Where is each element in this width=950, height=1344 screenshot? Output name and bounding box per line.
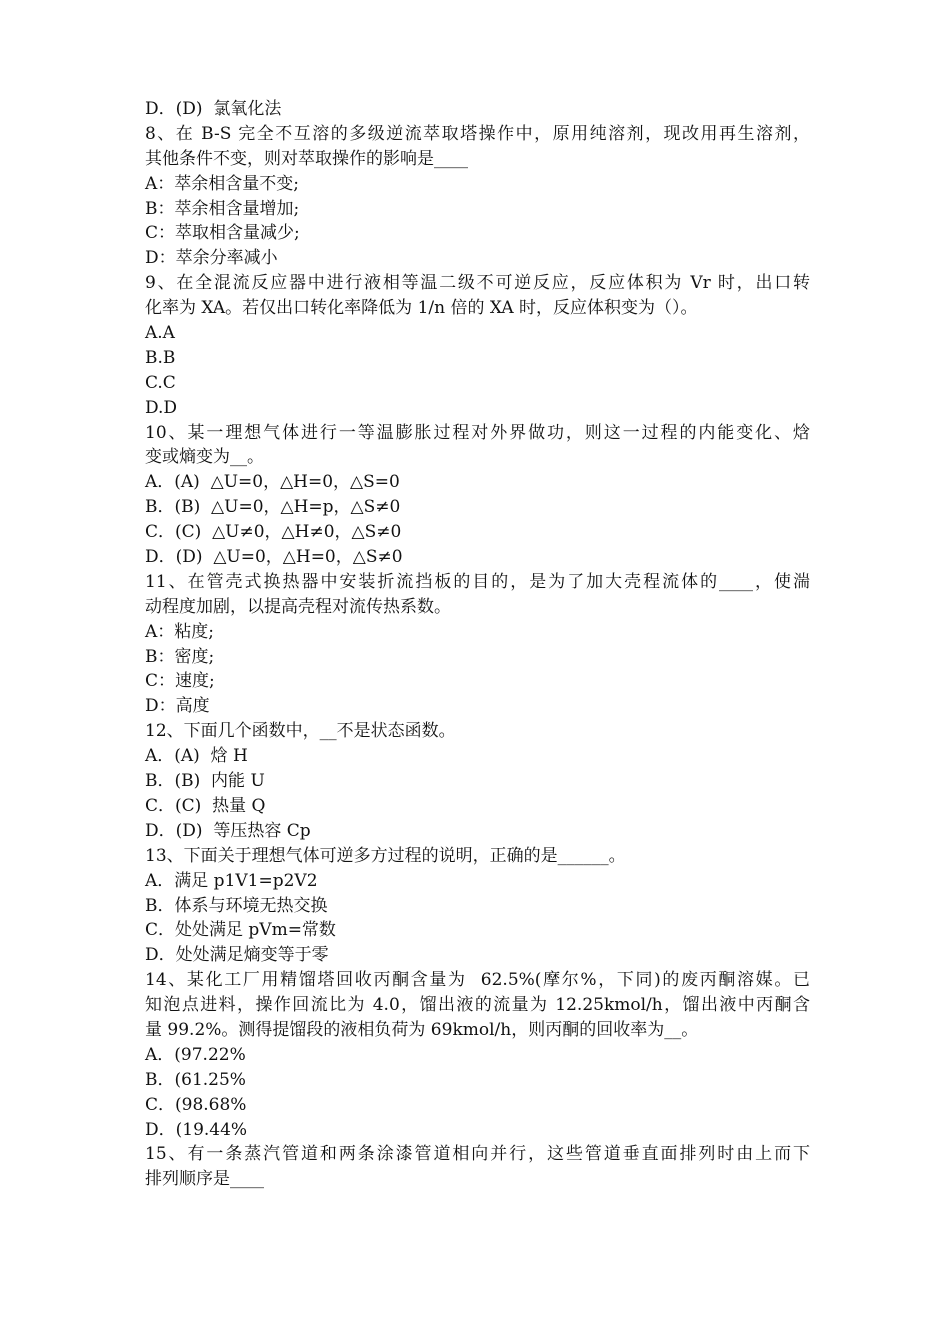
question-10-line-2: 变或熵变为__。 [145,447,264,468]
question-14-line-3: 量 99.2%。测得提馏段的液相负荷为 69kmol/h，则丙酮的回收率为__。 [145,1019,699,1040]
option-b-q11: B：密度; [145,646,215,667]
option-b-q8: B：萃余相含量增加; [145,198,300,219]
option-a-q13: A．满足 p1V1=p2V2 [145,870,318,891]
option-c-q11: C：速度; [145,671,215,692]
option-b-q13: B．体系与环境无热交换 [145,895,328,916]
option-b-q10: B．(B) △U=0，△H=p，△S≠0 [145,497,401,518]
option-a-q11: A：粘度; [145,621,215,642]
document-text [145,97,810,1192]
option-d-q7: D．(D) 氯氧化法 [145,99,282,119]
question-9-line-1: 9、在全混流反应器中进行液相等温二级不可逆反应，反应体积为 Vr 时，出口转 [145,273,810,294]
option-a-q14: A．(97.22% [145,1044,246,1065]
option-a-q9: A.A [145,323,175,344]
question-13: 13、下面关于理想气体可逆多方过程的说明，正确的是______。 [145,845,626,866]
question-15-line-1: 15、有一条蒸汽管道和两条涂漆管道相向并行，这些管道垂直面排列时由上而下 [145,1144,810,1165]
option-d-q11: D：高度 [145,696,210,717]
question-14-line-1: 14、某化工厂用精馏塔回收丙酮含量为 62.5%(摩尔%，下同)的废丙酮溶媒。已 [145,970,810,991]
question-11-line-1: 11、在管壳式换热器中安装折流挡板的目的，是为了加大壳程流体的____，使湍 [145,571,810,592]
option-a-q10: A．(A) △U=0，△H=0，△S=0 [145,472,400,493]
option-b-q14: B．(61.25% [145,1069,246,1090]
option-c-q9: C.C [145,372,176,393]
question-8-line-2: 其他条件不变，则对萃取操作的影响是____ [145,148,468,169]
question-8-line-1: 8、在 B-S 完全不互溶的多级逆流萃取塔操作中，原用纯溶剂，现改用再生溶剂， [145,123,810,144]
question-9-line-2: 化率为 XA。若仅出口转化率降低为 1/n 倍的 XA 时，反应体积变为（）。 [145,298,698,319]
option-b-q12: B．(B) 内能 U [145,771,265,792]
option-d-q8: D：萃余分率减小 [145,248,278,269]
option-d-q10: D．(D) △U=0，△H=0，△S≠0 [145,547,403,568]
option-d-q13: D．处处满足熵变等于零 [145,945,329,966]
question-12: 12、下面几个函数中，__不是状态函数。 [145,721,456,742]
option-d-q12: D．(D) 等压热容 Cp [145,820,311,841]
option-c-q10: C．(C) △U≠0，△H≠0，△S≠0 [145,522,402,543]
option-b-q9: B.B [145,347,176,368]
option-c-q12: C．(C) 热量 Q [145,795,266,816]
option-c-q13: C．处处满足 pVm=常数 [145,920,336,941]
option-d-q9: D.D [145,397,178,418]
option-d-q14: D．(19.44% [145,1119,248,1140]
question-10-line-1: 10、某一理想气体进行一等温膨胀过程对外界做功，则这一过程的内能变化、焓 [145,422,810,443]
question-14-line-2: 知泡点进料，操作回流比为 4.0，馏出液的流量为 12.25kmol/h，馏出液中丙酮含 [145,995,810,1016]
question-15-line-2: 排列顺序是____ [145,1169,264,1190]
option-c-q14: C．(98.68% [145,1094,247,1115]
option-a-q8: A：萃余相含量不变; [145,173,300,194]
option-a-q12: A．(A) 焓 H [145,746,248,767]
option-c-q8: C：萃取相含量减少; [145,223,300,244]
question-11-line-2: 动程度加剧，以提高壳程对流传热系数。 [145,596,451,617]
